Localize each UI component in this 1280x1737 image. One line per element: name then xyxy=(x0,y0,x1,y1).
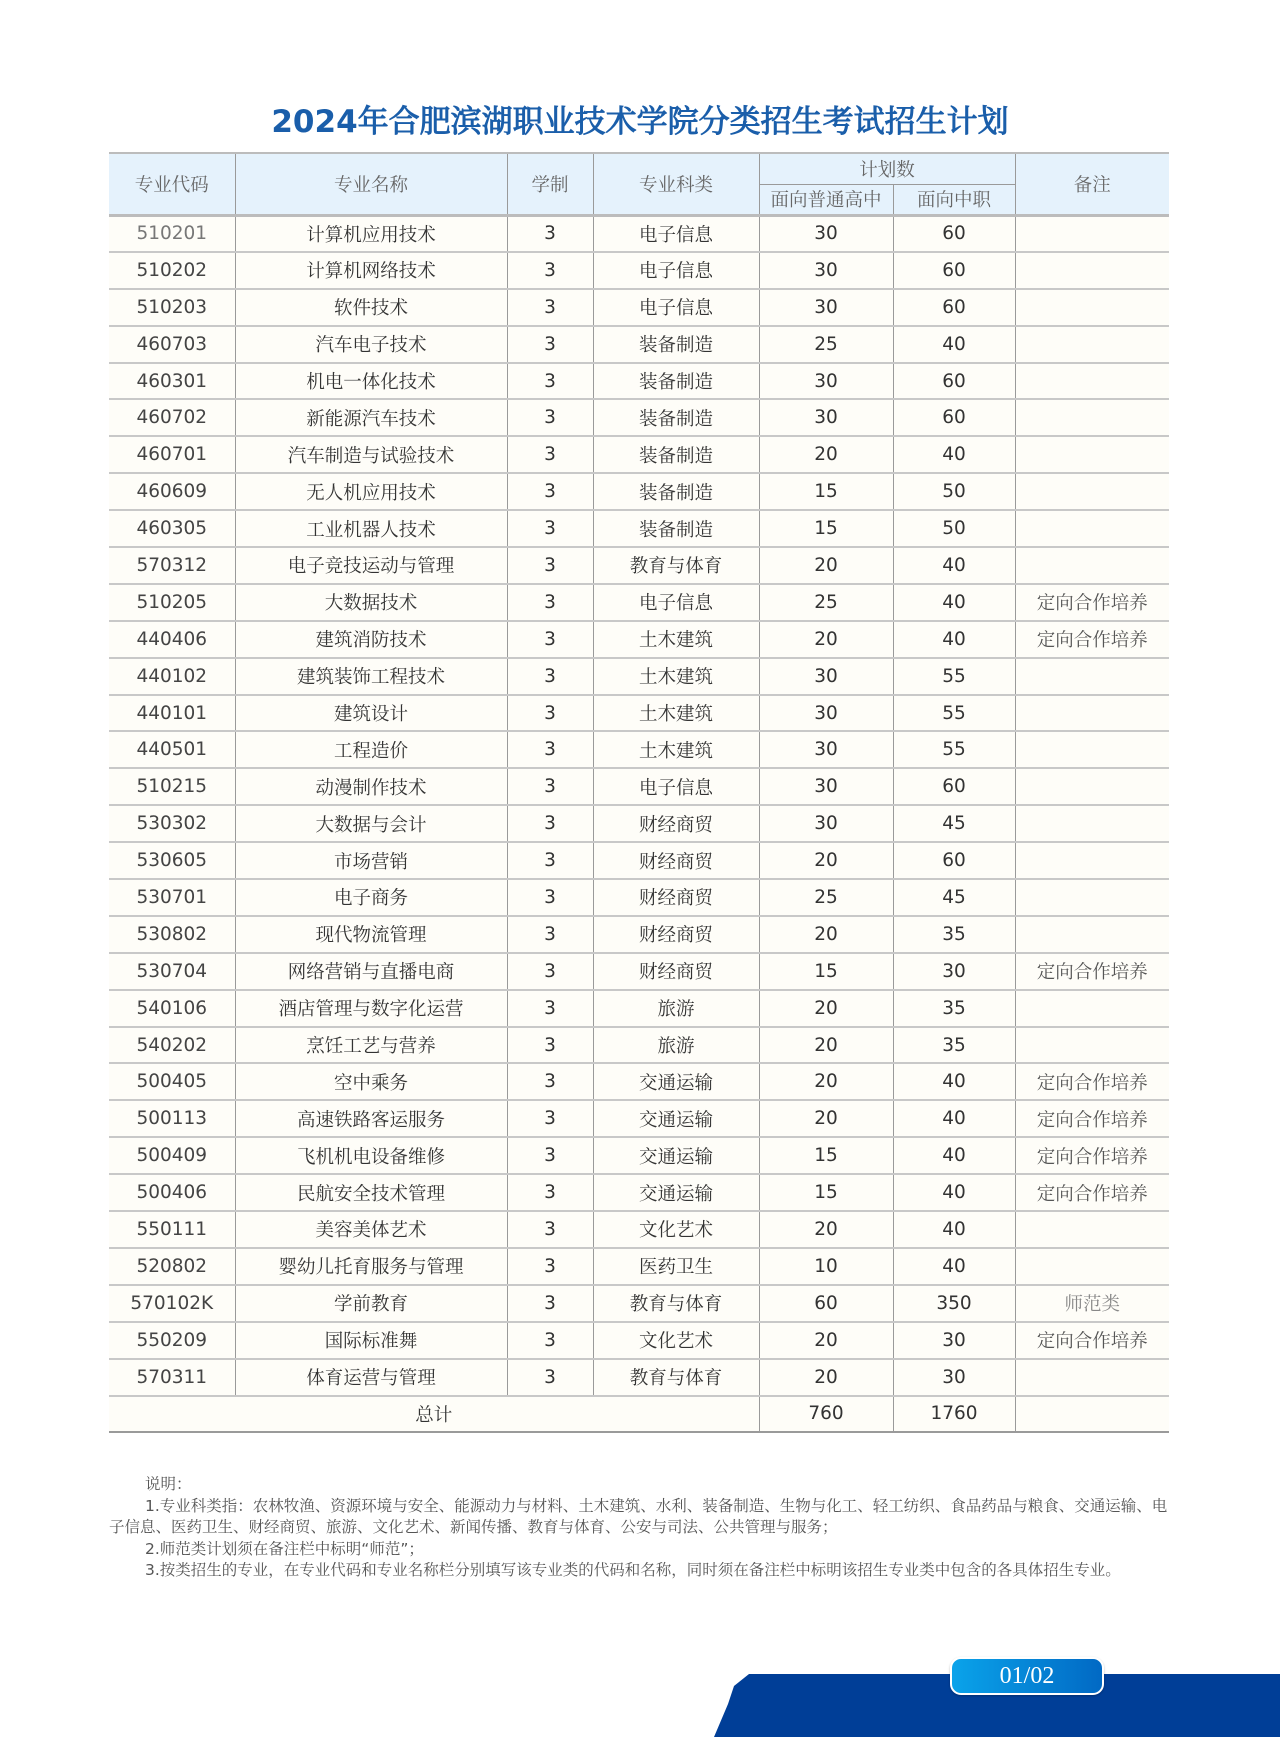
category-cell: 财经商贸 xyxy=(593,805,759,842)
highschool-count-cell: 30 xyxy=(759,363,893,400)
vocational-count-cell: 35 xyxy=(893,916,1015,953)
note-cell xyxy=(1015,768,1169,805)
note-item-1: 1.专业科类指：农林牧渔、资源环境与安全、能源动力与材料、土木建筑、水利、装备制造、生物与化工、轻工纺织、食品药品与粮食、交通运输、电子信息、医药卫生、财经商贸、旅游、文化艺术、新闻传播、教育与体育、公安与司法、公共管理与服务； xyxy=(109,1496,1168,1536)
table-body xyxy=(109,215,1169,1432)
highschool-count-cell: 30 xyxy=(759,215,893,252)
page-title: 2024年合肥滨湖职业技术学院分类招生考试招生计划 xyxy=(271,104,1009,140)
code-cell: 530701 xyxy=(109,879,235,916)
header-length: 学制 xyxy=(507,153,593,215)
name-cell: 计算机网络技术 xyxy=(235,252,507,289)
note-item-2: 2.师范类计划须在备注栏中标明“师范”； xyxy=(145,1539,424,1558)
length-cell: 3 xyxy=(507,363,593,400)
name-cell: 汽车电子技术 xyxy=(235,326,507,363)
vocational-count-cell: 55 xyxy=(893,658,1015,695)
table-row xyxy=(109,252,1169,289)
code-cell: 440406 xyxy=(109,621,235,658)
note-cell xyxy=(1015,879,1169,916)
note-cell xyxy=(1015,363,1169,400)
name-cell: 大数据与会计 xyxy=(235,805,507,842)
note-cell xyxy=(1015,473,1169,510)
code-cell: 440101 xyxy=(109,695,235,732)
length-cell: 3 xyxy=(507,953,593,990)
note-cell xyxy=(1015,252,1169,289)
code-cell: 460301 xyxy=(109,363,235,400)
name-cell: 现代物流管理 xyxy=(235,916,507,953)
name-cell: 汽车制造与试验技术 xyxy=(235,436,507,473)
table-row xyxy=(109,1211,1169,1248)
code-cell: 460702 xyxy=(109,399,235,436)
table-row xyxy=(109,473,1169,510)
note-cell xyxy=(1015,289,1169,326)
vocational-count-cell: 35 xyxy=(893,1027,1015,1064)
length-cell: 3 xyxy=(507,436,593,473)
category-cell: 装备制造 xyxy=(593,510,759,547)
code-cell: 530704 xyxy=(109,953,235,990)
name-cell: 民航安全技术管理 xyxy=(235,1174,507,1211)
highschool-count-cell: 60 xyxy=(759,1285,893,1322)
vocational-count-cell: 50 xyxy=(893,473,1015,510)
category-cell: 装备制造 xyxy=(593,326,759,363)
header-code: 专业代码 xyxy=(109,153,235,215)
length-cell: 3 xyxy=(507,1027,593,1064)
length-cell: 3 xyxy=(507,1285,593,1322)
highschool-count-cell: 30 xyxy=(759,768,893,805)
note-cell: 定向合作培养 xyxy=(1015,953,1169,990)
category-cell: 电子信息 xyxy=(593,584,759,621)
highschool-count-cell: 20 xyxy=(759,1100,893,1137)
note-cell xyxy=(1015,215,1169,252)
length-cell: 3 xyxy=(507,326,593,363)
table-row xyxy=(109,510,1169,547)
length-cell: 3 xyxy=(507,1174,593,1211)
highschool-count-cell: 15 xyxy=(759,1174,893,1211)
table-row xyxy=(109,1248,1169,1285)
page-indicator: 01/02 xyxy=(950,1657,1104,1695)
name-cell: 空中乘务 xyxy=(235,1063,507,1100)
highschool-count-cell: 15 xyxy=(759,953,893,990)
code-cell: 530302 xyxy=(109,805,235,842)
length-cell: 3 xyxy=(507,1359,593,1396)
category-cell: 交通运输 xyxy=(593,1174,759,1211)
enrollment-plan-table xyxy=(109,152,1169,1433)
category-cell: 电子信息 xyxy=(593,252,759,289)
table-row xyxy=(109,695,1169,732)
note-cell: 定向合作培养 xyxy=(1015,1063,1169,1100)
vocational-count-cell: 60 xyxy=(893,215,1015,252)
note-cell xyxy=(1015,399,1169,436)
table-row xyxy=(109,658,1169,695)
total-highschool: 760 xyxy=(759,1396,893,1433)
name-cell: 婴幼儿托育服务与管理 xyxy=(235,1248,507,1285)
code-cell: 570312 xyxy=(109,547,235,584)
code-cell: 460701 xyxy=(109,436,235,473)
name-cell: 网络营销与直播电商 xyxy=(235,953,507,990)
length-cell: 3 xyxy=(507,547,593,584)
table-row xyxy=(109,842,1169,879)
name-cell: 国际标准舞 xyxy=(235,1322,507,1359)
code-cell: 530802 xyxy=(109,916,235,953)
name-cell: 建筑装饰工程技术 xyxy=(235,658,507,695)
note-cell xyxy=(1015,916,1169,953)
highschool-count-cell: 10 xyxy=(759,1248,893,1285)
length-cell: 3 xyxy=(507,990,593,1027)
table-row xyxy=(109,1174,1169,1211)
category-cell: 装备制造 xyxy=(593,436,759,473)
length-cell: 3 xyxy=(507,1248,593,1285)
header-plan: 计划数 xyxy=(759,153,1015,184)
name-cell: 工业机器人技术 xyxy=(235,510,507,547)
code-cell: 440501 xyxy=(109,731,235,768)
table-row xyxy=(109,916,1169,953)
code-cell: 440102 xyxy=(109,658,235,695)
highschool-count-cell: 15 xyxy=(759,473,893,510)
vocational-count-cell: 45 xyxy=(893,805,1015,842)
length-cell: 3 xyxy=(507,584,593,621)
category-cell: 财经商贸 xyxy=(593,879,759,916)
category-cell: 装备制造 xyxy=(593,363,759,400)
length-cell: 3 xyxy=(507,731,593,768)
note-cell xyxy=(1015,731,1169,768)
highschool-count-cell: 20 xyxy=(759,916,893,953)
highschool-count-cell: 20 xyxy=(759,1359,893,1396)
name-cell: 建筑消防技术 xyxy=(235,621,507,658)
code-cell: 460305 xyxy=(109,510,235,547)
category-cell: 装备制造 xyxy=(593,473,759,510)
highschool-count-cell: 25 xyxy=(759,584,893,621)
total-note xyxy=(1015,1396,1169,1433)
note-cell: 定向合作培养 xyxy=(1015,1174,1169,1211)
category-cell: 文化艺术 xyxy=(593,1322,759,1359)
code-cell: 460703 xyxy=(109,326,235,363)
header-plan-vocational: 面向中职 xyxy=(893,184,1015,215)
code-cell: 570102K xyxy=(109,1285,235,1322)
note-cell xyxy=(1015,1248,1169,1285)
code-cell: 510201 xyxy=(109,215,235,252)
name-cell: 工程造价 xyxy=(235,731,507,768)
highschool-count-cell: 30 xyxy=(759,289,893,326)
category-cell: 教育与体育 xyxy=(593,1285,759,1322)
highschool-count-cell: 25 xyxy=(759,879,893,916)
length-cell: 3 xyxy=(507,399,593,436)
length-cell: 3 xyxy=(507,916,593,953)
table-row xyxy=(109,731,1169,768)
table-row xyxy=(109,584,1169,621)
name-cell: 电子商务 xyxy=(235,879,507,916)
category-cell: 土木建筑 xyxy=(593,695,759,732)
length-cell: 3 xyxy=(507,215,593,252)
length-cell: 3 xyxy=(507,289,593,326)
table-row xyxy=(109,990,1169,1027)
length-cell: 3 xyxy=(507,658,593,695)
vocational-count-cell: 30 xyxy=(893,953,1015,990)
highschool-count-cell: 30 xyxy=(759,731,893,768)
code-cell: 550209 xyxy=(109,1322,235,1359)
category-cell: 电子信息 xyxy=(593,215,759,252)
note-cell xyxy=(1015,805,1169,842)
highschool-count-cell: 20 xyxy=(759,621,893,658)
table-row xyxy=(109,805,1169,842)
vocational-count-cell: 40 xyxy=(893,326,1015,363)
note-cell xyxy=(1015,510,1169,547)
name-cell: 新能源汽车技术 xyxy=(235,399,507,436)
highschool-count-cell: 20 xyxy=(759,1027,893,1064)
vocational-count-cell: 60 xyxy=(893,842,1015,879)
header-note: 备注 xyxy=(1015,153,1169,215)
table-row xyxy=(109,1285,1169,1322)
vocational-count-cell: 30 xyxy=(893,1359,1015,1396)
name-cell: 软件技术 xyxy=(235,289,507,326)
note-cell xyxy=(1015,547,1169,584)
code-cell: 540106 xyxy=(109,990,235,1027)
length-cell: 3 xyxy=(507,842,593,879)
vocational-count-cell: 60 xyxy=(893,768,1015,805)
name-cell: 美容美体艺术 xyxy=(235,1211,507,1248)
total-label: 总计 xyxy=(109,1396,759,1433)
note-cell xyxy=(1015,1359,1169,1396)
vocational-count-cell: 40 xyxy=(893,1211,1015,1248)
category-cell: 财经商贸 xyxy=(593,953,759,990)
length-cell: 3 xyxy=(507,252,593,289)
notes-heading: 说明： xyxy=(145,1475,192,1493)
highschool-count-cell: 20 xyxy=(759,1211,893,1248)
vocational-count-cell: 40 xyxy=(893,584,1015,621)
highschool-count-cell: 30 xyxy=(759,658,893,695)
note-cell xyxy=(1015,1211,1169,1248)
length-cell: 3 xyxy=(507,621,593,658)
length-cell: 3 xyxy=(507,1137,593,1174)
table-row xyxy=(109,953,1169,990)
highschool-count-cell: 20 xyxy=(759,1322,893,1359)
name-cell: 飞机机电设备维修 xyxy=(235,1137,507,1174)
highschool-count-cell: 30 xyxy=(759,252,893,289)
category-cell: 装备制造 xyxy=(593,399,759,436)
vocational-count-cell: 40 xyxy=(893,547,1015,584)
code-cell: 500409 xyxy=(109,1137,235,1174)
highschool-count-cell: 20 xyxy=(759,990,893,1027)
vocational-count-cell: 60 xyxy=(893,252,1015,289)
length-cell: 3 xyxy=(507,1322,593,1359)
note-cell: 定向合作培养 xyxy=(1015,1322,1169,1359)
table-row xyxy=(109,399,1169,436)
name-cell: 高速铁路客运服务 xyxy=(235,1100,507,1137)
code-cell: 540202 xyxy=(109,1027,235,1064)
note-cell xyxy=(1015,436,1169,473)
vocational-count-cell: 50 xyxy=(893,510,1015,547)
name-cell: 机电一体化技术 xyxy=(235,363,507,400)
category-cell: 旅游 xyxy=(593,990,759,1027)
code-cell: 510215 xyxy=(109,768,235,805)
vocational-count-cell: 40 xyxy=(893,1248,1015,1285)
note-cell xyxy=(1015,990,1169,1027)
total-row xyxy=(109,1396,1169,1433)
note-cell: 定向合作培养 xyxy=(1015,584,1169,621)
length-cell: 3 xyxy=(507,805,593,842)
category-cell: 交通运输 xyxy=(593,1100,759,1137)
length-cell: 3 xyxy=(507,768,593,805)
vocational-count-cell: 350 xyxy=(893,1285,1015,1322)
highschool-count-cell: 25 xyxy=(759,326,893,363)
name-cell: 动漫制作技术 xyxy=(235,768,507,805)
table-row xyxy=(109,1137,1169,1174)
code-cell: 570311 xyxy=(109,1359,235,1396)
category-cell: 电子信息 xyxy=(593,768,759,805)
code-cell: 460609 xyxy=(109,473,235,510)
note-cell xyxy=(1015,695,1169,732)
table-row xyxy=(109,1359,1169,1396)
name-cell: 体育运营与管理 xyxy=(235,1359,507,1396)
length-cell: 3 xyxy=(507,1063,593,1100)
category-cell: 土木建筑 xyxy=(593,621,759,658)
note-cell: 师范类 xyxy=(1015,1285,1169,1322)
category-cell: 教育与体育 xyxy=(593,1359,759,1396)
code-cell: 530605 xyxy=(109,842,235,879)
table-row xyxy=(109,1100,1169,1137)
vocational-count-cell: 40 xyxy=(893,1174,1015,1211)
name-cell: 大数据技术 xyxy=(235,584,507,621)
vocational-count-cell: 45 xyxy=(893,879,1015,916)
table-row xyxy=(109,621,1169,658)
table-row xyxy=(109,768,1169,805)
code-cell: 500113 xyxy=(109,1100,235,1137)
highschool-count-cell: 20 xyxy=(759,842,893,879)
name-cell: 建筑设计 xyxy=(235,695,507,732)
length-cell: 3 xyxy=(507,510,593,547)
category-cell: 财经商贸 xyxy=(593,916,759,953)
note-cell: 定向合作培养 xyxy=(1015,1137,1169,1174)
highschool-count-cell: 30 xyxy=(759,805,893,842)
note-cell: 定向合作培养 xyxy=(1015,1100,1169,1137)
highschool-count-cell: 15 xyxy=(759,1137,893,1174)
category-cell: 电子信息 xyxy=(593,289,759,326)
vocational-count-cell: 60 xyxy=(893,363,1015,400)
category-cell: 交通运输 xyxy=(593,1137,759,1174)
header-name: 专业名称 xyxy=(235,153,507,215)
highschool-count-cell: 30 xyxy=(759,695,893,732)
table-row xyxy=(109,215,1169,252)
code-cell: 500406 xyxy=(109,1174,235,1211)
note-cell: 定向合作培养 xyxy=(1015,621,1169,658)
length-cell: 3 xyxy=(507,1211,593,1248)
length-cell: 3 xyxy=(507,1100,593,1137)
note-cell xyxy=(1015,842,1169,879)
highschool-count-cell: 30 xyxy=(759,399,893,436)
category-cell: 文化艺术 xyxy=(593,1211,759,1248)
category-cell: 财经商贸 xyxy=(593,842,759,879)
table-row xyxy=(109,1063,1169,1100)
vocational-count-cell: 55 xyxy=(893,731,1015,768)
vocational-count-cell: 35 xyxy=(893,990,1015,1027)
note-cell xyxy=(1015,326,1169,363)
note-cell xyxy=(1015,1027,1169,1064)
code-cell: 510203 xyxy=(109,289,235,326)
vocational-count-cell: 40 xyxy=(893,1063,1015,1100)
name-cell: 烹饪工艺与营养 xyxy=(235,1027,507,1064)
vocational-count-cell: 40 xyxy=(893,1137,1015,1174)
vocational-count-cell: 55 xyxy=(893,695,1015,732)
total-vocational: 1760 xyxy=(893,1396,1015,1433)
code-cell: 510205 xyxy=(109,584,235,621)
code-cell: 500405 xyxy=(109,1063,235,1100)
highschool-count-cell: 15 xyxy=(759,510,893,547)
vocational-count-cell: 60 xyxy=(893,289,1015,326)
category-cell: 交通运输 xyxy=(593,1063,759,1100)
length-cell: 3 xyxy=(507,879,593,916)
name-cell: 电子竞技运动与管理 xyxy=(235,547,507,584)
note-cell xyxy=(1015,658,1169,695)
table-row xyxy=(109,547,1169,584)
highschool-count-cell: 20 xyxy=(759,436,893,473)
name-cell: 学前教育 xyxy=(235,1285,507,1322)
vocational-count-cell: 40 xyxy=(893,1100,1015,1137)
notes-section xyxy=(109,1474,1169,1582)
vocational-count-cell: 60 xyxy=(893,399,1015,436)
table-row xyxy=(109,436,1169,473)
name-cell: 酒店管理与数字化运营 xyxy=(235,990,507,1027)
category-cell: 土木建筑 xyxy=(593,658,759,695)
table-row xyxy=(109,1027,1169,1064)
note-item-3: 3.按类招生的专业，在专业代码和专业名称栏分别填写该专业类的代码和名称，同时须在备注栏中标明该招生专业类中包含的各具体招生专业。 xyxy=(145,1561,1121,1579)
table-header xyxy=(109,153,1169,215)
name-cell: 市场营销 xyxy=(235,842,507,879)
header-plan-highschool: 面向普通高中 xyxy=(759,184,893,215)
table-row xyxy=(109,289,1169,326)
code-cell: 520802 xyxy=(109,1248,235,1285)
table-row xyxy=(109,363,1169,400)
table-row xyxy=(109,879,1169,916)
highschool-count-cell: 20 xyxy=(759,547,893,584)
vocational-count-cell: 40 xyxy=(893,436,1015,473)
name-cell: 计算机应用技术 xyxy=(235,215,507,252)
vocational-count-cell: 40 xyxy=(893,621,1015,658)
code-cell: 550111 xyxy=(109,1211,235,1248)
category-cell: 教育与体育 xyxy=(593,547,759,584)
category-cell: 旅游 xyxy=(593,1027,759,1064)
table-row xyxy=(109,326,1169,363)
length-cell: 3 xyxy=(507,473,593,510)
highschool-count-cell: 20 xyxy=(759,1063,893,1100)
length-cell: 3 xyxy=(507,695,593,732)
header-category: 专业科类 xyxy=(593,153,759,215)
table-row xyxy=(109,1322,1169,1359)
category-cell: 土木建筑 xyxy=(593,731,759,768)
category-cell: 医药卫生 xyxy=(593,1248,759,1285)
name-cell: 无人机应用技术 xyxy=(235,473,507,510)
vocational-count-cell: 30 xyxy=(893,1322,1015,1359)
code-cell: 510202 xyxy=(109,252,235,289)
